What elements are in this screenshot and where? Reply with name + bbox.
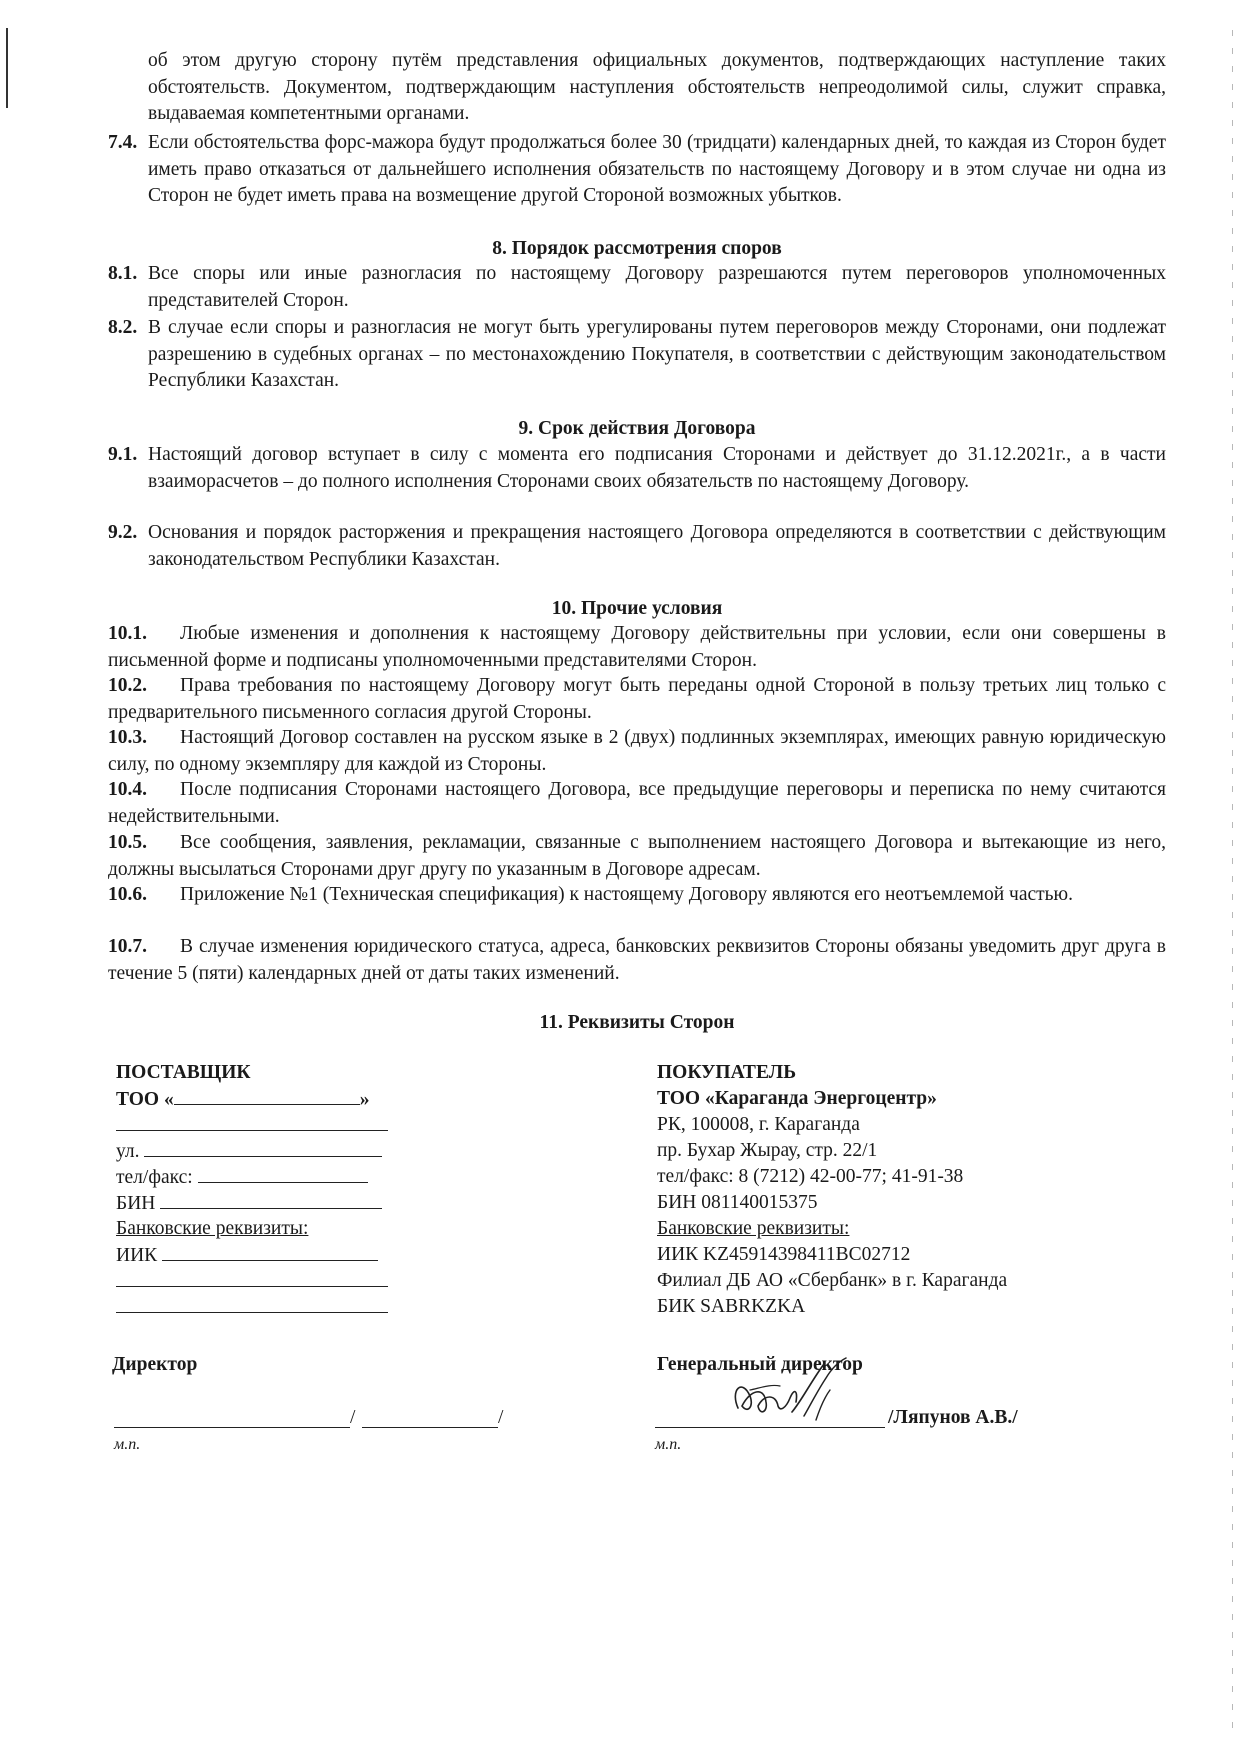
clause-text: Настоящий Договор составлен на русском языке в 2 (двух) подлинных экземплярах, имеющих равную юридическую силу, по одному экземпляру для каждой из Стороны. — [108, 727, 1166, 775]
scan-edge-mark — [6, 28, 8, 108]
supplier-details — [116, 1060, 416, 1320]
clause-text: После подписания Сторонами настоящего Договора, все предыдущие переговоры и переписка по нему считаются недействительными. — [108, 779, 1166, 827]
supplier-street — [116, 1138, 416, 1164]
handwritten-signature-icon — [720, 1350, 870, 1440]
supplier-name-line — [362, 1427, 498, 1428]
clause-number: 10.5. — [108, 832, 147, 853]
clause-number: 10.7. — [108, 936, 147, 957]
supplier-signature-line — [114, 1427, 350, 1428]
buyer-address-line1: РК, 100008, г. Караганда — [657, 1114, 860, 1135]
blank-line — [160, 1190, 382, 1209]
blank-line — [198, 1164, 368, 1183]
supplier-stamp-place: м.п. — [114, 1436, 141, 1453]
supplier-street-label: ул. — [116, 1141, 140, 1162]
clause-10-6 — [108, 882, 1166, 909]
clause-number: 10.6. — [108, 884, 147, 905]
blank-line — [162, 1242, 378, 1261]
clause-text: В случае изменения юридического статуса, адреса, банковских реквизитов Стороны обязаны уведомить друг друга в течение 5 (пяти) календарных дней от даты таких изменений. — [108, 936, 1166, 984]
buyer-bik: БИК SABRKZKA — [657, 1296, 806, 1317]
section-heading-10: 10. Прочие условия — [551, 598, 723, 619]
intro-paragraph — [108, 48, 1166, 128]
supplier-signer-title: Директор — [112, 1354, 198, 1375]
supplier-org-suffix: » — [359, 1089, 370, 1110]
clause-10-1 — [108, 621, 1166, 674]
supplier-phone — [116, 1164, 416, 1190]
signature-separator: / — [498, 1407, 504, 1428]
clause-number: 8.1. — [108, 263, 138, 284]
supplier-bin-label: БИН — [116, 1193, 156, 1214]
buyer-bin: БИН 081140015375 — [657, 1192, 818, 1213]
clause-10-5 — [108, 830, 1166, 883]
buyer-signer-name: /Ляпунов А.В./ — [888, 1407, 1018, 1428]
clause-number: 7.4. — [108, 132, 138, 153]
clause-8-1 — [108, 261, 1166, 314]
buyer-bank-title: Банковские реквизиты: — [657, 1218, 850, 1239]
supplier-org-prefix: ТОО « — [116, 1089, 174, 1110]
blank-line — [116, 1268, 388, 1287]
intro-text: об этом другую сторону путём представления официальных документов, подтверждающих наступление таких обстоятельств. Документом, подтверждающим наступления обстоятельств непреодолимой силы, служит справка, выдаваемая компетентными органами. — [148, 50, 1166, 124]
supplier-blank-row — [116, 1294, 416, 1320]
buyer-address-line2: пр. Бухар Жырау, стр. 22/1 — [657, 1140, 878, 1161]
blank-line — [116, 1112, 388, 1131]
buyer-stamp-place: м.п. — [655, 1436, 682, 1453]
buyer-phone: тел/факс: 8 (7212) 42-00-77; 41-91-38 — [657, 1166, 964, 1187]
supplier-iik-label: ИИК — [116, 1245, 158, 1266]
clause-7-4 — [108, 130, 1166, 210]
supplier-phone-label: тел/факс: — [116, 1167, 193, 1188]
blank-line — [116, 1294, 388, 1313]
buyer-title: ПОКУПАТЕЛЬ — [657, 1062, 797, 1083]
buyer-details — [657, 1060, 1157, 1320]
supplier-blank-row — [116, 1112, 416, 1138]
clause-8-2 — [108, 315, 1166, 395]
supplier-bin — [116, 1190, 416, 1216]
supplier-org — [116, 1086, 416, 1112]
supplier-title: ПОСТАВЩИК — [116, 1062, 251, 1083]
clause-10-2 — [108, 673, 1166, 726]
signature-separator: / — [350, 1407, 356, 1428]
clause-number: 9.1. — [108, 444, 138, 465]
clause-number: 9.2. — [108, 522, 138, 543]
clause-number: 10.1. — [108, 623, 147, 644]
section-heading-11: 11. Реквизиты Сторон — [539, 1012, 735, 1033]
clause-text: Настоящий договор вступает в силу с момента его подписания Сторонами и действует до 31.12.2021г., а в части взаиморасчетов – до полного исполнения Сторонами своих обязательств по настоящему Договору. — [148, 444, 1166, 492]
section-heading-9: 9. Срок действия Договора — [518, 418, 756, 439]
clause-number: 10.3. — [108, 727, 147, 748]
clause-text: Любые изменения и дополнения к настоящему Договору действительны при условии, если они совершены в письменной форме и подписаны уполномоченными представителями Сторон. — [108, 623, 1166, 671]
supplier-org-blank — [174, 1086, 360, 1105]
clause-text: Права требования по настоящему Договору могут быть переданы одной Стороной в пользу третьих лиц только с предварительного письменного согласия другой Стороны. — [108, 675, 1166, 723]
clause-9-1 — [108, 442, 1166, 495]
supplier-signer — [112, 1352, 197, 1378]
clause-text: Если обстоятельства форс-мажора будут продолжаться более 30 (тридцати) календарных дней, то каждая из Сторон будет иметь право отказаться от дальнейшего исполнения обязательств по настоящему Договору и в этом случае ни одна из Сторон не будет иметь права на возмещение другой Стороной возможных убытков. — [148, 132, 1166, 206]
section-heading-8: 8. Порядок рассмотрения споров — [492, 238, 782, 259]
supplier-bank-title: Банковские реквизиты: — [116, 1218, 309, 1239]
scan-edge-mark — [1232, 30, 1233, 1730]
buyer-bank-branch: Филиал ДБ АО «Сбербанк» в г. Караганда — [657, 1270, 1008, 1291]
clause-10-4 — [108, 777, 1166, 830]
clause-text: Приложение №1 (Техническая спецификация) к настоящему Договору являются его неотъемлемой частью. — [180, 884, 1073, 905]
clause-number: 10.4. — [108, 779, 147, 800]
clause-number: 8.2. — [108, 317, 138, 338]
clause-text: Все сообщения, заявления, рекламации, связанные с выполнением настоящего Договора и вытекающие из него, должны высылаться Сторонами друг другу по указанным в Договоре адресам. — [108, 832, 1166, 880]
clause-text: Все споры или иные разногласия по настоящему Договору разрешаются путем переговоров уполномоченных представителей Сторон. — [148, 263, 1166, 311]
clause-10-7 — [108, 934, 1166, 987]
clause-10-3 — [108, 725, 1166, 778]
clause-number: 10.2. — [108, 675, 147, 696]
buyer-signer-title: Генеральный директор — [657, 1354, 863, 1375]
supplier-blank-row — [116, 1268, 416, 1294]
clause-text: В случае если споры и разногласия не могут быть урегулированы путем переговоров между Сторонами, они подлежат разрешению в судебных органах – по местонахождению Покупателя, в соответствии с действующим законодательством Республики Казахстан. — [148, 317, 1166, 391]
clause-text: Основания и порядок расторжения и прекращения настоящего Договора определяются в соответствии с действующим законодательством Республики Казахстан. — [148, 522, 1166, 570]
blank-line — [144, 1138, 382, 1157]
supplier-iik — [116, 1242, 416, 1268]
clause-9-2 — [108, 520, 1166, 573]
buyer-org: ТОО «Караганда Энергоцентр» — [657, 1088, 937, 1109]
buyer-iik: ИИК KZ45914398411BC02712 — [657, 1244, 911, 1265]
